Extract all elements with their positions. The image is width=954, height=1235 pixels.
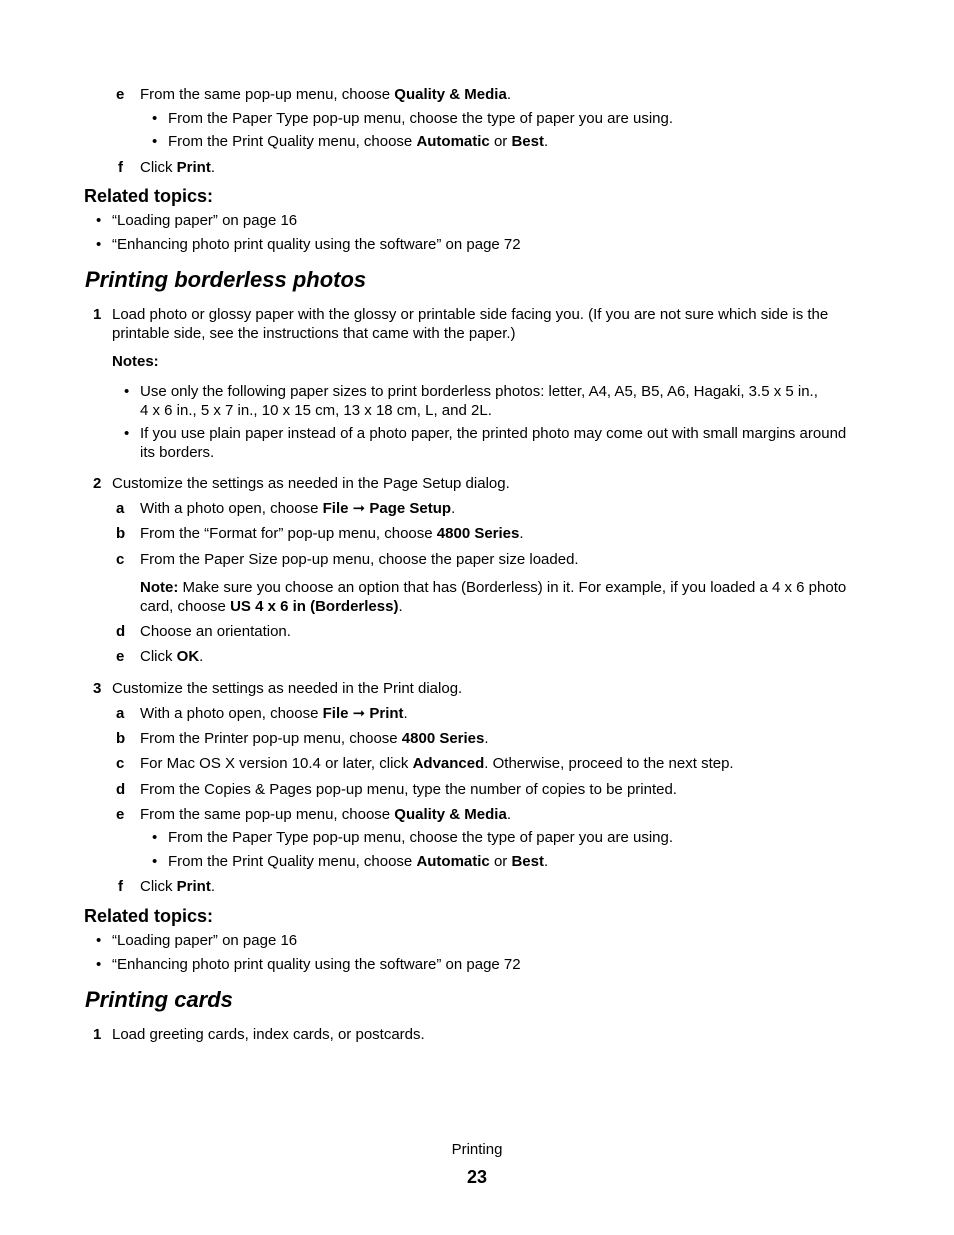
step-text: Click OK. <box>140 648 204 665</box>
step-text: Choose an orientation. <box>140 623 291 640</box>
footer-section-label: Printing <box>451 1141 503 1158</box>
step-text: Click Print. <box>140 159 216 176</box>
related-topic-link[interactable]: “Loading paper” on page 16 <box>112 212 298 229</box>
bullet-icon: • <box>124 425 130 442</box>
bullet-text: From the Paper Type pop-up menu, choose the type of paper you are using. <box>168 829 674 846</box>
step-text: With a photo open, choose File ➞ Page Setup. <box>140 500 456 517</box>
step-number: 3 <box>93 680 102 697</box>
step-text: From the Copies & Pages pop-up menu, type the number of copies to be printed. <box>140 781 677 798</box>
note-text: card, choose US 4 x 6 in (Borderless). <box>140 598 403 615</box>
step-number: 1 <box>93 1026 102 1043</box>
step-text: Load photo or glossy paper with the glossy or printable side facing you. (If you are not sure which side is the <box>112 306 829 323</box>
bullet-text: From the Print Quality menu, choose Automatic or Best. <box>168 133 549 150</box>
step-text: For Mac OS X version 10.4 or later, click Advanced. Otherwise, proceed to the next step. <box>140 755 734 772</box>
step-text: Customize the settings as needed in the Print dialog. <box>112 680 463 697</box>
step-text: From the same pop-up menu, choose Quality & Media. <box>140 86 511 103</box>
related-topic-link[interactable]: “Enhancing photo print quality using the software” on page 72 <box>112 956 521 973</box>
bullet-icon: • <box>96 212 102 229</box>
bullet-icon: • <box>96 932 102 949</box>
step-text: Customize the settings as needed in the Page Setup dialog. <box>112 475 510 492</box>
step-number: 2 <box>93 475 102 492</box>
step-text: From the Paper Size pop-up menu, choose the paper size loaded. <box>140 551 579 568</box>
step-text: From the same pop-up menu, choose Quality & Media. <box>140 806 511 823</box>
bullet-text: From the Print Quality menu, choose Automatic or Best. <box>168 853 549 870</box>
step-marker: f <box>118 878 123 895</box>
step-text: From the Printer pop-up menu, choose 4800 Series. <box>140 730 489 747</box>
step-marker: a <box>116 705 125 722</box>
note-text: Use only the following paper sizes to print borderless photos: letter, A4, A5, B5, A6, Hagaki, 3.5 x 5 in., <box>140 383 818 400</box>
note-text: its borders. <box>140 444 215 461</box>
bullet-icon: • <box>152 133 158 150</box>
step-marker: d <box>116 781 126 798</box>
related-topics-heading: Related topics: <box>84 906 214 926</box>
step-marker: c <box>116 755 125 772</box>
step-marker: d <box>116 623 126 640</box>
related-topic-link[interactable]: “Loading paper” on page 16 <box>112 932 298 949</box>
related-topics-heading: Related topics: <box>84 186 214 206</box>
note-text: If you use plain paper instead of a photo paper, the printed photo may come out with small margins around <box>140 425 847 442</box>
note-text: 4 x 6 in., 5 x 7 in., 10 x 15 cm, 13 x 18 cm, L, and 2L. <box>140 402 492 419</box>
bullet-icon: • <box>152 829 158 846</box>
bullet-icon: • <box>124 383 130 400</box>
step-marker: b <box>116 730 126 747</box>
step-marker: a <box>116 500 125 517</box>
related-topic-link[interactable]: “Enhancing photo print quality using the software” on page 72 <box>112 236 521 253</box>
bullet-icon: • <box>96 956 102 973</box>
step-marker: c <box>116 551 125 568</box>
section-heading: Printing borderless photos <box>85 267 367 292</box>
bullet-icon: • <box>152 110 158 127</box>
step-marker: e <box>116 86 125 103</box>
page-number: 23 <box>466 1167 488 1187</box>
step-number: 1 <box>93 306 102 323</box>
step-text: Click Print. <box>140 878 216 895</box>
note-text: Note: Make sure you choose an option that has (Borderless) in it. For example, if you loaded a 4 x 6 photo <box>140 579 847 596</box>
step-marker: f <box>118 159 123 176</box>
step-marker: e <box>116 806 125 823</box>
step-marker: e <box>116 648 125 665</box>
step-text: Load greeting cards, index cards, or postcards. <box>112 1026 425 1043</box>
step-text: printable side, see the instructions that came with the paper.) <box>112 325 516 342</box>
bullet-icon: • <box>152 853 158 870</box>
bullet-icon: • <box>96 236 102 253</box>
step-text: From the “Format for” pop-up menu, choose 4800 Series. <box>140 525 524 542</box>
step-marker: b <box>116 525 126 542</box>
section-heading: Printing cards <box>85 987 233 1012</box>
step-text: With a photo open, choose File ➞ Print. <box>140 705 408 722</box>
notes-label: Notes: <box>112 353 159 370</box>
bullet-text: From the Paper Type pop-up menu, choose the type of paper you are using. <box>168 110 674 127</box>
